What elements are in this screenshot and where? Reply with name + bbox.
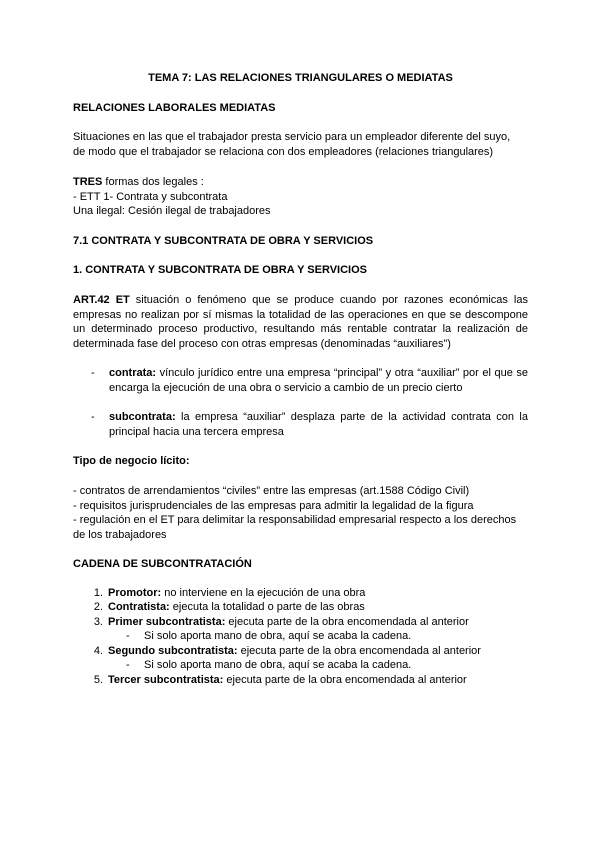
- bullet-line: principal hacia una tercera empresa: [109, 425, 284, 438]
- bullet-line-text: vínculo jurídico entre una empresa “principal” y otra “auxiliar” por el que se: [156, 367, 528, 379]
- art42-line: [73, 293, 528, 308]
- bullet-dash: -: [91, 367, 95, 379]
- chain-item-term: Contratista:: [108, 601, 170, 613]
- subitem-text: Si solo aporta mano de obra, aquí se acaba la cadena.: [144, 630, 412, 642]
- forms-line: - ETT 1- Contrata y subcontrata: [73, 190, 228, 203]
- forms-paragraph: [73, 175, 528, 219]
- licit-line: - regulación en el ET para delimitar la responsabilidad empresarial respecto a los derechos: [73, 514, 517, 526]
- bullet-line: [109, 366, 528, 381]
- chain-item-desc: ejecuta parte de la obra encomendada al anterior: [223, 674, 467, 686]
- bullet-term: subcontrata:: [109, 411, 176, 423]
- licit-line: - contratos de arrendamientos “civiles” entre las empresas (art.1588 Código Civil): [73, 485, 470, 497]
- subitem-dash: -: [126, 630, 130, 642]
- chain-heading: CADENA DE SUBCONTRATACIÓN: [73, 558, 252, 570]
- bullet-line: [109, 410, 528, 425]
- chain-item-text: [108, 673, 467, 688]
- bullet-text: [109, 410, 528, 439]
- art42-line: determinada fase del proceso con otras empresas (denominadas “auxiliares”): [73, 337, 451, 350]
- art42-paragraph: [73, 293, 528, 351]
- licit-heading: Tipo de negocio lícito:: [73, 455, 190, 467]
- subitem-dash: -: [126, 659, 130, 671]
- chain-item-term: Primer subcontratista:: [108, 616, 226, 628]
- bullet-line: encarga la ejecución de una obra o servicio a cambio de un precio cierto: [109, 381, 463, 394]
- bullet-term: contrata:: [109, 367, 157, 379]
- chain-item-text: [108, 586, 365, 601]
- chain-item-term: Promotor:: [108, 587, 162, 599]
- chain-item-text: [108, 644, 481, 659]
- heading-7-1: 7.1 CONTRATA Y SUBCONTRATA DE OBRA Y SERVICIOS: [73, 235, 374, 247]
- forms-line: Una ilegal: Cesión ilegal de trabajadores: [73, 205, 271, 217]
- chain-item-number: 5.: [93, 674, 103, 686]
- chain-item-desc: no interviene en la ejecución de una obra: [161, 587, 366, 599]
- chain-item-number: 3.: [93, 616, 103, 628]
- forms-bold-lead: TRES: [73, 176, 103, 188]
- licit-line: - requisitos jurisprudenciales de las empresas para admitir la legalidad de la figura: [73, 499, 474, 512]
- chain-item-desc: ejecuta parte de la obra encomendada al anterior: [225, 616, 469, 628]
- chain-item-desc: ejecuta parte de la obra encomendada al anterior: [237, 645, 481, 657]
- chain-item-number: 4.: [93, 645, 103, 657]
- licit-paragraph: [73, 484, 528, 542]
- subitem-text: Si solo aporta mano de obra, aquí se acaba la cadena.: [144, 659, 412, 671]
- bullet-dash: -: [91, 411, 95, 423]
- intro-line: de modo que el trabajador se relaciona con dos empleadores (relaciones triangulares): [73, 145, 494, 158]
- heading-1: 1. CONTRATA Y SUBCONTRATA DE OBRA Y SERVICIOS: [73, 264, 367, 276]
- chain-item-number: 1.: [93, 587, 103, 599]
- art42-bold-lead: ART.42 ET: [73, 294, 130, 306]
- chain-item-text: [108, 615, 469, 630]
- bullet-line-text: la empresa “auxiliar” desplaza parte de la actividad contrata con la: [175, 411, 528, 423]
- art42-line: empresas no realizan por sí mismas la totalidad de las operaciones en que se descompone: [73, 308, 528, 321]
- chain-item-term: Segundo subcontratista:: [108, 645, 238, 657]
- bullet-text: [109, 366, 528, 395]
- chain-item-text: [108, 600, 365, 615]
- section-heading-relaciones: RELACIONES LABORALES MEDIATAS: [73, 102, 276, 114]
- chain-item-number: 2.: [93, 601, 103, 613]
- intro-line: Situaciones en las que el trabajador presta servicio para un empleador diferente del suyo,: [73, 131, 511, 143]
- art42-line-text: situación o fenómeno que se produce cuando por razones económicas las: [129, 294, 528, 306]
- forms-lead-rest: formas dos legales :: [102, 176, 204, 188]
- forms-line: [73, 175, 528, 190]
- document-title: TEMA 7: LAS RELACIONES TRIANGULARES O MEDIATAS: [148, 72, 453, 84]
- chain-item-term: Tercer subcontratista:: [108, 674, 224, 686]
- art42-line: un determinado proceso productivo, resultando más rentable contratar la realización de: [73, 323, 528, 335]
- intro-paragraph: [73, 130, 528, 159]
- licit-line: de los trabajadores: [73, 528, 167, 541]
- chain-item-desc: ejecuta la totalidad o parte de las obras: [169, 601, 365, 613]
